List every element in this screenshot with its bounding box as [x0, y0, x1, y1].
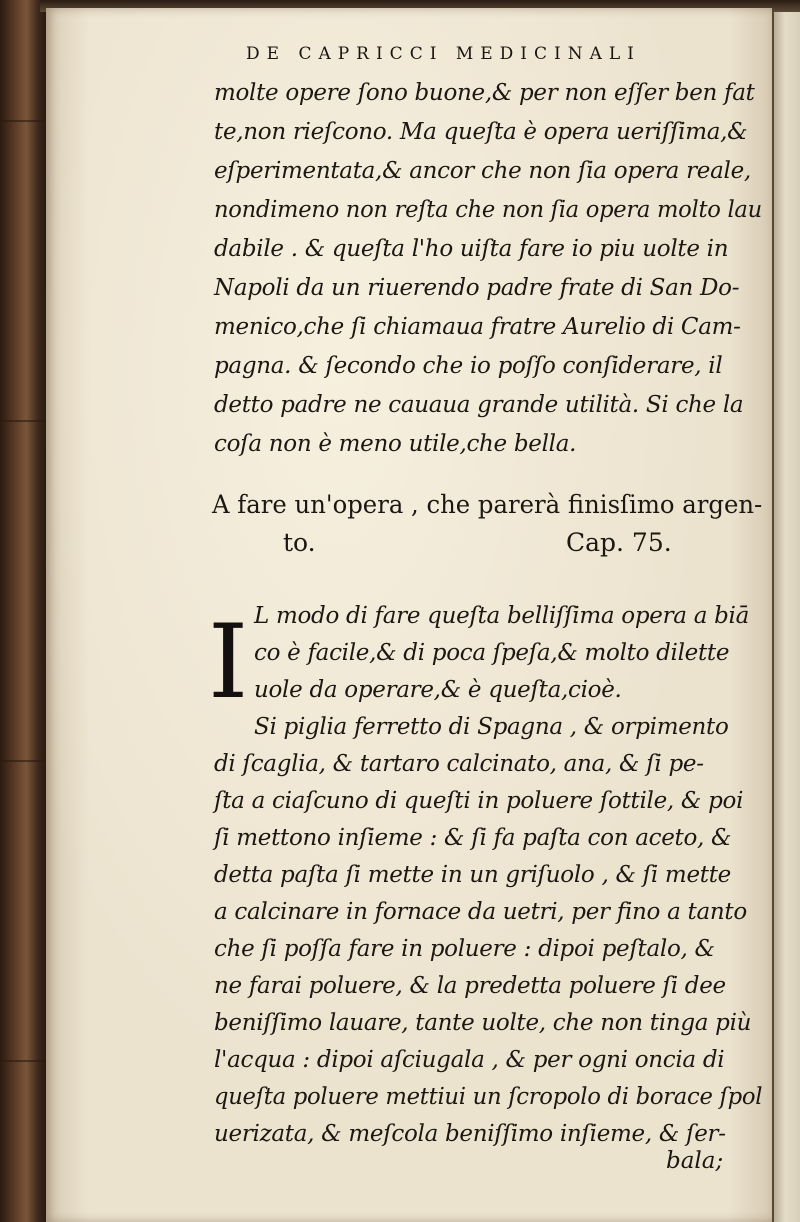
text-line: Napoli da un riuerendo padre frate di San Do-	[214, 275, 740, 301]
text-line: uerizata, & meſcola beniſſimo inſieme, & ſer-	[214, 1121, 726, 1147]
chapter-title: A fare un'opera , che parerà finisſimo argen-	[212, 490, 763, 519]
text-line: L modo di fare queſta belliſſima opera a biā	[254, 603, 750, 629]
text-line: queſta poluere mettiui un ſcropolo di borace ſpol	[214, 1084, 763, 1110]
text-line: nondimeno non reſta che non ſia opera molto lau	[214, 197, 762, 223]
text-line: coſa non è meno utile,che bella.	[214, 431, 577, 457]
chapter-number: Cap. 75.	[566, 528, 672, 557]
text-line: menico,che ſi chiamaua fratre Aurelio di Cam-	[214, 314, 741, 340]
text-line: detta paſta ſi mette in un griſuolo , & ſi mette	[214, 862, 731, 888]
text-line: detto padre ne cauaua grande utilità. Si che la	[214, 392, 744, 418]
text-line: te,non rieſcono. Ma queſta è opera ueriſſima,&	[214, 119, 748, 145]
text-line: uole da operare,& è queſta,cioè.	[254, 677, 622, 703]
text-line: beniſſimo lauare, tante uolte, che non tinga più	[214, 1010, 752, 1036]
book-spine	[0, 0, 48, 1222]
text-line: pagna. & ſecondo che io poſſo conſiderare, il	[214, 353, 723, 379]
text-line: di ſcaglia, & tartaro calcinato, ana, & ſi pe-	[214, 751, 704, 777]
drop-cap: I	[208, 603, 249, 722]
text-line: ſta a ciaſcuno di queſti in poluere ſottile, & poi	[214, 788, 744, 814]
running-header: DE CAPRICCI MEDICINALI	[246, 44, 641, 64]
text-line: che ſi poſſa fare in poluere : dipoi peſtalo, &	[214, 936, 715, 962]
text-line: molte opere ſono buone,& per non eſſer ben fat	[214, 80, 755, 106]
text-line: ne farai poluere, & la predetta poluere ſi dee	[214, 973, 726, 999]
text-line: co è facile,& di poca ſpeſa,& molto dilette	[254, 640, 730, 666]
chapter-title-continued: to.	[283, 528, 316, 557]
text-line: eſperimentata,& ancor che non ſia opera reale,	[214, 158, 751, 184]
text-line: l'acqua : dipoi aſciugala , & per ogni oncia di	[214, 1047, 725, 1073]
text-line: a calcinare in fornace da uetri, per fino a tanto	[214, 899, 747, 925]
text-line: Si piglia ferretto di Spagna , & orpimento	[254, 714, 729, 740]
text-line: dabile . & queſta l'ho uiſta fare io piu uolte in	[214, 236, 729, 262]
catchword: bala;	[666, 1148, 724, 1174]
text-line: ſi mettono inſieme : & ſi fa paſta con aceto, &	[214, 825, 732, 851]
next-page-edge	[772, 12, 800, 1222]
